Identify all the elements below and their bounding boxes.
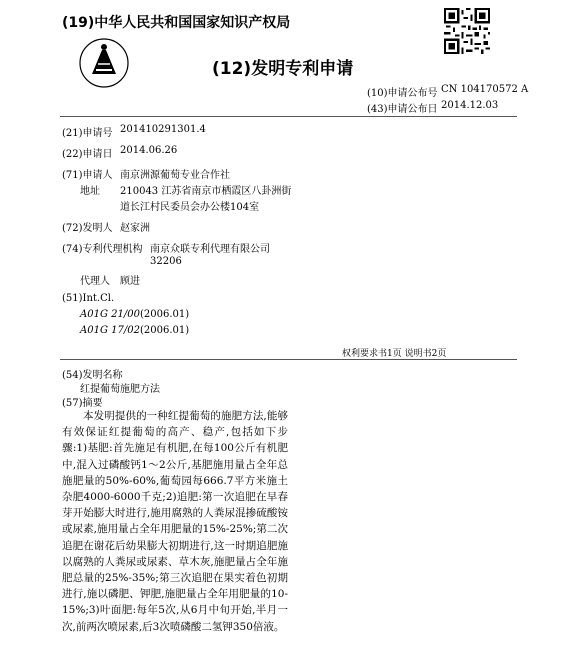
address-label: 地址 (80, 186, 100, 197)
abstract-text (62, 408, 288, 635)
intcl-2-version: (2006.01) (140, 325, 190, 336)
title-label: (54)发明名称 (62, 370, 123, 381)
applicant-value: 南京洲源葡萄专业合作社 (120, 170, 230, 181)
inventor-label: (72)发明人 (62, 223, 113, 234)
office-name: (19)中华人民共和国国家知识产权局 (62, 15, 291, 31)
applicant-label: (71)申请人 (62, 170, 113, 181)
intcl-label: (51)Int.Cl. (62, 293, 115, 304)
agency-code: 32206 (150, 256, 182, 267)
intcl-1-version: (2006.01) (140, 309, 190, 320)
agency-value: 南京众联专利代理有限公司 (150, 244, 270, 255)
abstract-paragraph: 本发明提供的一种红提葡萄的施肥方法,能够有效保证红提葡萄的高产、稳产,包括如下步骤:1)基肥:首先施足有机肥,在每100公斤有机肥中,混入过磷酸钙1～2公斤,基肥施用量占全年总施肥量的50%-60%,葡萄园每666.7平方米施土杂肥4000-6000千克;2)追肥:第一次追肥在早春芽开始膨大时进行,施用腐熟的人粪尿混掺硫酸铵或尿素,施用量占全年用肥量的15%-25%;第二次追肥在谢花后幼果膨大初期进行,这一时期追肥施以腐熟的人粪尿或尿素、草木灰,施肥量占全年施肥总量的25%-35%;第三次追肥在果实着色初期进行,施以磷肥、钾肥,施肥量占全年用肥量的10-15%;3)叶面肥:每年5次,从6月中旬开始,半月一次,前两次喷尿素,后3次喷磷酸二氢钾350倍液。 (62, 410, 288, 633)
abstract-label: (57)摘要 (62, 398, 103, 409)
pub-number-value: CN 104170572 A (441, 84, 529, 95)
pub-date-label: (43)申请公布日 (367, 104, 438, 115)
invention-title: 红提葡萄施肥方法 (80, 384, 160, 395)
sipo-emblem-icon (78, 36, 130, 90)
qr-code-icon (444, 8, 490, 54)
section-rule (60, 359, 517, 360)
inventor-value: 赵家洲 (120, 223, 150, 234)
intcl-2-code: A01G 17/02 (80, 325, 140, 336)
pub-date-value: 2014.12.03 (441, 100, 499, 111)
address-line-2: 道长江村民委员会办公楼104室 (120, 202, 260, 213)
pub-number-label: (10)申请公布号 (367, 88, 438, 99)
address-line-1: 210043 江苏省南京市栖霞区八卦洲街 (120, 186, 292, 197)
app-no-value: 201410291301.4 (120, 124, 206, 135)
document-kind: (12)发明专利申请 (212, 59, 354, 79)
agent-label: 代理人 (80, 276, 110, 287)
agent-value: 顾进 (120, 276, 140, 287)
app-date-value: 2014.06.26 (120, 145, 178, 156)
header-rule (60, 116, 517, 117)
intcl-1-code: A01G 21/00 (80, 309, 140, 320)
app-no-label: (21)申请号 (62, 128, 113, 139)
agency-label: (74)专利代理机构 (62, 244, 143, 255)
app-date-label: (22)申请日 (62, 149, 113, 160)
pages-note: 权利要求书1页 说明书2页 (342, 349, 447, 359)
